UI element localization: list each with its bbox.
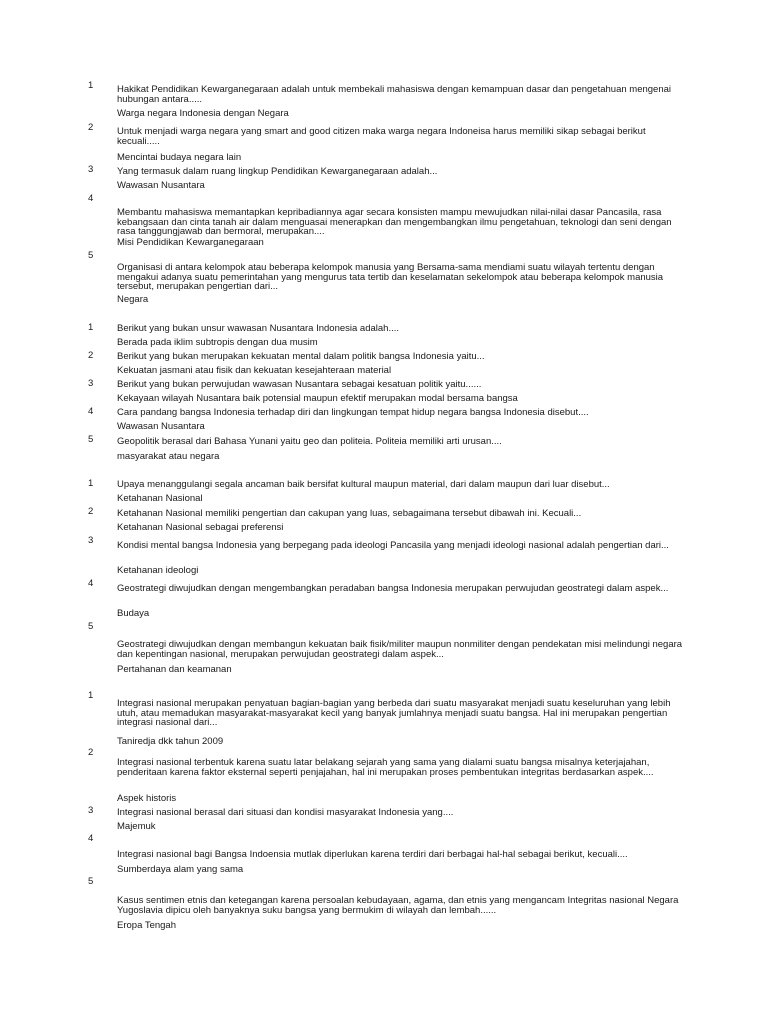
question-text: Upaya menanggulangi segala ancaman baik bersifat kultural maupun material, dari dalam maupun dari luar disebut...: [117, 479, 610, 490]
question-text: Integrasi nasional terbentuk karena suatu latar belakang sejarah yang sama yang dialami suatu bangsa misalnya keterjajahan, penderitaan karena faktor eksternal seperti penjajahan, hal ini merupakan proses pembentukan integritas berdasarkan aspek....: [117, 757, 654, 778]
answer-text: Taniredja dkk tahun 2009: [117, 736, 224, 747]
question-text: Organisasi di antara kelompok atau beberapa kelompok manusia yang Bersama-sama mendiami suatu wilayah tertentu dengan mengakui adanya suatu pemerintahan yang mengurus tata tertib dan keselamatan sekelompok atau beberapa kelompok manusia tersebut, merupakan pengertian dari...: [117, 262, 664, 293]
question-text: Integrasi nasional merupakan penyatuan bagian-bagian yang berbeda dari suatu masyarakat menjadi suatu keseluruhan yang lebih utuh, atau memadukan masyarakat-masyarakat kecil yang banyak jumlahnya menjadi suatu bangsa. Hal ini merupakan pengertian integrasi nasional dari...: [117, 698, 671, 729]
item-number: 1: [88, 80, 94, 91]
answer-text: Warga negara Indonesia dengan Negara: [117, 108, 289, 119]
answer-text: Kekuatan jasmani atau fisik dan kekuatan kesejahteraan material: [117, 365, 392, 376]
answer-text: Negara: [117, 294, 149, 305]
question-text: Yang termasuk dalam ruang lingkup Pendidikan Kewarganegaraan adalah...: [117, 166, 438, 177]
question-text: Kondisi mental bangsa Indonesia yang berpegang pada ideologi Pancasila yang menjadi ideologi nasional adalah pengertian dari...: [117, 540, 669, 551]
question-text: Membantu mahasiswa memantapkan kepribadiannya agar secara konsisten mampu mewujudkan nilai-nilai dasar Pancasila, rasa kebangsaan dan cinta tanah air dalam menguasai menerapkan dan mengembangkan ilmu pengetahuan, teknologi dan seni dengan rasa tanggungjawab dan bermoral, merupakan....: [117, 207, 672, 238]
answer-text: Ketahanan Nasional sebagai preferensi: [117, 522, 284, 533]
item-number: 3: [88, 378, 94, 389]
answer-text: Kekayaan wilayah Nusantara baik potensial maupun efektif merupakan modal bersama bangsa: [117, 393, 518, 404]
question-text: Cara pandang bangsa Indonesia terhadap diri dan lingkungan tempat hidup negara bangsa Indonesia disebut....: [117, 407, 589, 418]
item-number: 2: [88, 747, 94, 758]
answer-text: Wawasan Nusantara: [117, 180, 205, 191]
question-text: Berikut yang bukan merupakan kekuatan mental dalam politik bangsa Indonesia yaitu...: [117, 351, 485, 362]
item-number: 2: [88, 350, 94, 361]
question-text: Berikut yang bukan perwujudan wawasan Nusantara sebagai kesatuan politik yaitu......: [117, 379, 482, 390]
answer-text: Sumberdaya alam yang sama: [117, 864, 244, 875]
answer-text: Ketahanan ideologi: [117, 565, 199, 576]
answer-text: Mencintai budaya negara lain: [117, 152, 242, 163]
question-text: Integrasi nasional berasal dari situasi dan kondisi masyarakat Indonesia yang....: [117, 807, 454, 818]
item-number: 3: [88, 164, 94, 175]
item-number: 1: [88, 690, 94, 701]
answer-text: Budaya: [117, 608, 150, 619]
question-text: Ketahanan Nasional memiliki pengertian dan cakupan yang luas, sebagaimana tersebut dibawah ini. Kecuali...: [117, 508, 582, 519]
item-number: 4: [88, 578, 94, 589]
answer-text: masyarakat atau negara: [117, 451, 220, 462]
item-number: 5: [88, 434, 94, 445]
item-number: 4: [88, 406, 94, 417]
question-text: Berikut yang bukan unsur wawasan Nusantara Indonesia adalah....: [117, 323, 400, 334]
item-number: 3: [88, 805, 94, 816]
item-number: 5: [88, 250, 94, 261]
item-number: 2: [88, 506, 94, 517]
item-number: 4: [88, 193, 94, 204]
question-text: Geostrategi diwujudkan dengan membangun kekuatan baik fisik/militer maupun nonmiliter dengan pendekatan misi melindungi negara dan kepentingan nasional, merupakan perwujudan geostrategi dalam aspek...: [117, 639, 683, 660]
answer-text: Majemuk: [117, 821, 156, 832]
question-text: Integrasi nasional bagi Bangsa Indoensia mutlak diperlukan karena terdiri dari berbagai hal-hal sebagai berikut, kecuali....: [117, 849, 628, 860]
answer-text: Aspek historis: [117, 793, 177, 804]
item-number: 3: [88, 535, 94, 546]
item-number: 4: [88, 833, 94, 844]
answer-text: Eropa Tengah: [117, 920, 176, 931]
answer-text: Ketahanan Nasional: [117, 493, 203, 504]
question-text: Geostrategi diwujudkan dengan mengembangkan peradaban bangsa Indonesia merupakan perwujudan geostrategi dalam aspek...: [117, 583, 669, 594]
item-number: 2: [88, 122, 94, 133]
question-text: Kasus sentimen etnis dan ketegangan karena persoalan kebudayaan, agama, dan etnis yang mengancam Integritas nasional Negara Yugoslavia dipicu oleh banyaknya suku bangsa yang bermukim di wilayah dan lembah......: [117, 895, 679, 916]
answer-text: Pertahanan dan keamanan: [117, 664, 232, 675]
question-text: Untuk menjadi warga negara yang smart and good citizen maka warga negara Indoneisa harus memiliki sikap sebagai berikut kecuali.....: [117, 126, 646, 147]
answer-text: Wawasan Nusantara: [117, 421, 205, 432]
item-number: 5: [88, 621, 94, 632]
question-text: Geopolitik berasal dari Bahasa Yunani yaitu geo dan politeia. Politeia memiliki arti urusan....: [117, 436, 502, 447]
question-text: Hakikat Pendidikan Kewarganegaraan adalah untuk membekali mahasiswa dengan kemampuan dasar dan pengetahuan mengenai hubungan antara.....: [117, 84, 672, 105]
answer-text: Berada pada iklim subtropis dengan dua musim: [117, 337, 318, 348]
item-number: 1: [88, 478, 94, 489]
answer-text: Misi Pendidikan Kewarganegaraan: [117, 237, 264, 248]
item-number: 1: [88, 322, 94, 333]
item-number: 5: [88, 876, 94, 887]
